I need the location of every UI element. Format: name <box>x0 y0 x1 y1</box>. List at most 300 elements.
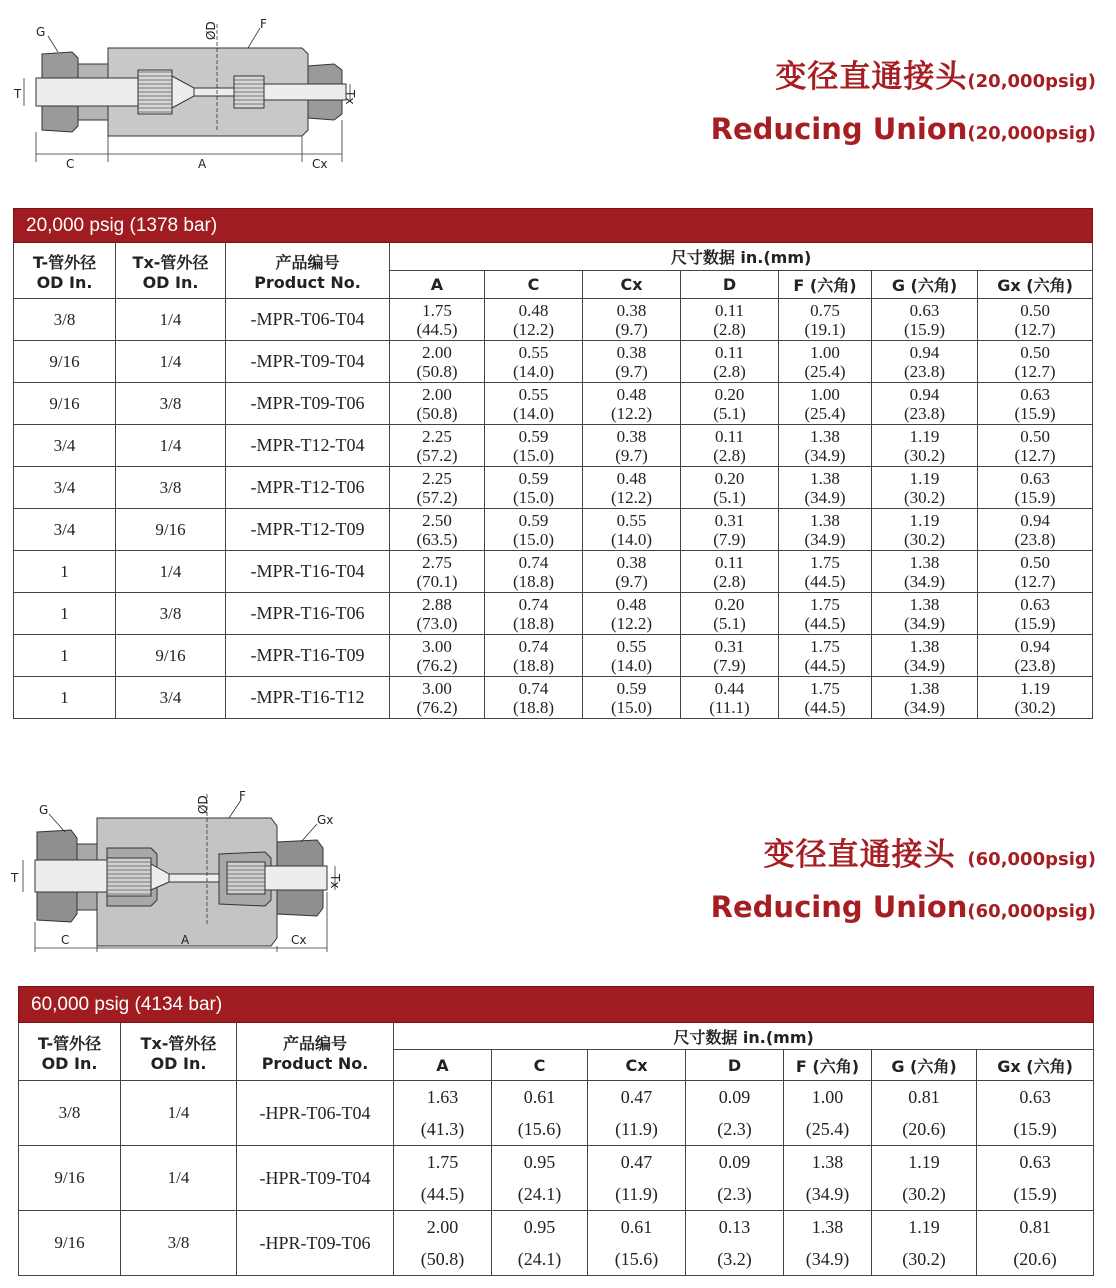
value-mm: (15.9) <box>1013 1184 1057 1204</box>
value-in: 0.09 <box>718 1152 751 1172</box>
label-tx: Tx <box>343 90 357 105</box>
value-mm: (34.9) <box>804 445 846 465</box>
cell-product-no: -MPR-T16-T09 <box>226 635 390 677</box>
label-c: C <box>66 157 75 171</box>
value-mm: (2.8) <box>713 445 746 465</box>
value-mm: (15.6) <box>517 1119 562 1139</box>
cell-a <box>394 1146 492 1211</box>
cell-a <box>390 299 485 341</box>
cell-f <box>779 299 872 341</box>
table-banner: 60,000 psig (4134 bar) <box>19 987 1094 1023</box>
header-g: G (六角) <box>872 1050 977 1081</box>
label-g: G <box>36 25 46 39</box>
value-mm: (30.2) <box>903 529 946 549</box>
cell-c <box>485 467 583 509</box>
cell-cx <box>583 677 681 719</box>
cell-g <box>872 299 978 341</box>
value-in: 1.00 <box>810 384 840 404</box>
cell-tx-od: 3/8 <box>116 467 226 509</box>
cell-c <box>485 551 583 593</box>
header-dimensions: 尺寸数据 in.(mm) <box>390 243 1093 271</box>
value-in: 0.55 <box>518 384 549 404</box>
value-in: 0.09 <box>718 1087 751 1107</box>
cell-cx <box>583 425 681 467</box>
value-mm: (30.2) <box>1014 697 1056 717</box>
value-in: 1.75 <box>810 594 840 614</box>
cell-g <box>872 1211 977 1276</box>
value-mm: (14.0) <box>610 529 653 549</box>
value-mm: (15.9) <box>903 319 946 339</box>
cell-d <box>681 299 779 341</box>
value-mm: (18.8) <box>512 613 555 633</box>
value-mm: (5.1) <box>713 613 746 633</box>
cell-product-no: -MPR-T16-T04 <box>226 551 390 593</box>
cell-product-no: -MPR-T12-T06 <box>226 467 390 509</box>
value-mm: (15.9) <box>1014 487 1056 507</box>
cell-gx <box>978 551 1093 593</box>
table-row <box>19 1211 1094 1276</box>
value-in: 0.50 <box>1020 300 1050 320</box>
cell-tx-od: 1/4 <box>116 425 226 467</box>
section-60000psig <box>0 780 1116 1288</box>
cell-gx <box>978 383 1093 425</box>
cell-tx-od: 3/8 <box>116 593 226 635</box>
cell-f <box>779 677 872 719</box>
cell-cx <box>583 551 681 593</box>
value-mm: (50.8) <box>416 403 458 423</box>
value-in: 0.38 <box>616 552 647 572</box>
value-in: 1.38 <box>810 468 840 488</box>
cell-g <box>872 341 978 383</box>
cell-t-od: 3/8 <box>14 299 116 341</box>
cell-a <box>390 341 485 383</box>
value-mm: (15.0) <box>610 697 653 717</box>
value-mm: (12.2) <box>610 403 653 423</box>
cell-gx <box>978 299 1093 341</box>
cell-d <box>681 677 779 719</box>
cell-g <box>872 551 978 593</box>
value-mm: (30.2) <box>903 445 946 465</box>
cell-gx <box>978 341 1093 383</box>
cell-c <box>485 509 583 551</box>
value-mm: (15.9) <box>1014 613 1056 633</box>
cell-g <box>872 425 978 467</box>
value-mm: (25.4) <box>804 361 846 381</box>
value-mm: (44.5) <box>420 1184 465 1204</box>
value-mm: (20.6) <box>902 1119 946 1139</box>
cell-f <box>779 635 872 677</box>
value-in: 0.74 <box>518 552 549 572</box>
value-mm: (44.5) <box>804 613 846 633</box>
cell-c <box>485 383 583 425</box>
value-mm: (9.7) <box>615 361 648 381</box>
value-in: 1.75 <box>426 1152 459 1172</box>
value-mm: (44.5) <box>804 571 846 591</box>
label-gx: Gx <box>317 813 334 827</box>
cell-f <box>779 341 872 383</box>
table-row <box>14 635 1093 677</box>
value-in: 2.00 <box>426 1217 459 1237</box>
cell-cx <box>583 467 681 509</box>
cell-t-od: 1 <box>14 635 116 677</box>
cell-cx <box>583 383 681 425</box>
table-body-60000 <box>19 1081 1094 1276</box>
cell-a <box>390 635 485 677</box>
label-cx: Cx <box>291 933 307 947</box>
cell-d <box>681 509 779 551</box>
value-in: 0.61 <box>620 1217 653 1237</box>
spec-table-20000 <box>13 208 1093 719</box>
cell-c <box>485 635 583 677</box>
cell-product-no: -MPR-T09-T06 <box>226 383 390 425</box>
value-in: 1.19 <box>909 426 940 446</box>
cell-t-od: 9/16 <box>19 1146 121 1211</box>
cell-a <box>390 509 485 551</box>
cell-gx <box>978 509 1093 551</box>
cell-c <box>492 1081 588 1146</box>
value-mm: (12.7) <box>1014 361 1056 381</box>
value-in: 0.55 <box>616 636 647 656</box>
cell-d <box>686 1081 784 1146</box>
cell-tx-od: 1/4 <box>116 299 226 341</box>
value-in: 1.38 <box>810 426 840 446</box>
title-cn: 变径直通接头 (60,000psig) <box>763 837 1096 873</box>
cell-gx <box>978 425 1093 467</box>
value-in: 0.38 <box>616 342 647 362</box>
cell-g <box>872 383 978 425</box>
cell-t-od: 3/4 <box>14 425 116 467</box>
table-row <box>19 1081 1094 1146</box>
cell-product-no: -MPR-T16-T06 <box>226 593 390 635</box>
cell-a <box>390 383 485 425</box>
header-t-od: T-管外径 OD In. <box>19 1023 121 1081</box>
value-in: 0.13 <box>718 1217 751 1237</box>
value-in: 2.00 <box>422 342 452 362</box>
value-mm: (11.1) <box>709 697 750 717</box>
table-row <box>14 425 1093 467</box>
cell-t-od: 1 <box>14 677 116 719</box>
value-mm: (34.9) <box>903 697 946 717</box>
value-mm: (12.2) <box>610 487 653 507</box>
header-f: F (六角) <box>784 1050 872 1081</box>
value-mm: (24.1) <box>517 1184 562 1204</box>
value-mm: (25.4) <box>804 403 846 423</box>
value-in: 2.50 <box>422 510 452 530</box>
value-mm: (11.9) <box>615 1184 658 1204</box>
cell-c <box>485 593 583 635</box>
value-in: 0.63 <box>1020 468 1050 488</box>
value-in: 0.94 <box>909 384 940 404</box>
label-f: F <box>260 17 267 31</box>
title-block-60000 <box>711 836 1096 932</box>
value-in: 2.00 <box>422 384 452 404</box>
table-banner: 20,000 psig (1378 bar) <box>14 209 1093 243</box>
value-mm: (34.9) <box>804 487 846 507</box>
cell-g <box>872 593 978 635</box>
value-in: 1.19 <box>908 1217 940 1237</box>
value-in: 1.19 <box>909 468 940 488</box>
cell-c <box>492 1146 588 1211</box>
value-mm: (2.8) <box>713 361 746 381</box>
value-mm: (63.5) <box>416 529 458 549</box>
cell-g <box>872 1146 977 1211</box>
reducing-union-diagram-20000 <box>12 14 358 174</box>
table-row <box>14 299 1093 341</box>
value-in: 0.50 <box>1020 426 1050 446</box>
cell-g <box>872 677 978 719</box>
value-in: 0.48 <box>616 594 647 614</box>
cell-product-no: -MPR-T06-T04 <box>226 299 390 341</box>
value-in: 0.63 <box>1019 1087 1051 1107</box>
cell-a <box>390 593 485 635</box>
value-mm: (14.0) <box>512 403 555 423</box>
value-in: 0.59 <box>616 678 647 698</box>
label-f: F <box>239 789 246 803</box>
value-in: 1.75 <box>810 678 840 698</box>
header-gx: Gx (六角) <box>977 1050 1094 1081</box>
value-mm: (12.7) <box>1014 571 1056 591</box>
value-mm: (25.4) <box>805 1119 850 1139</box>
cell-product-no: -MPR-T12-T09 <box>226 509 390 551</box>
table-row <box>19 1146 1094 1211</box>
value-in: 0.48 <box>616 468 647 488</box>
value-mm: (34.9) <box>903 613 946 633</box>
value-mm: (15.0) <box>512 487 555 507</box>
cell-g <box>872 467 978 509</box>
label-t: T <box>14 87 22 101</box>
cell-gx <box>977 1146 1094 1211</box>
cell-cx <box>588 1146 686 1211</box>
value-mm: (24.1) <box>517 1249 562 1269</box>
header-d: D <box>681 271 779 299</box>
value-in: 0.55 <box>518 342 549 362</box>
label-t: T <box>11 871 19 885</box>
cell-t-od: 3/8 <box>19 1081 121 1146</box>
value-in: 0.31 <box>714 636 745 656</box>
value-mm: (2.3) <box>717 1119 752 1139</box>
value-mm: (73.0) <box>416 613 458 633</box>
value-mm: (12.7) <box>1014 445 1056 465</box>
cell-d <box>681 593 779 635</box>
value-mm: (14.0) <box>512 361 555 381</box>
header-a: A <box>390 271 485 299</box>
value-mm: (30.2) <box>902 1184 946 1204</box>
header-g: G (六角) <box>872 271 978 299</box>
cell-a <box>390 677 485 719</box>
cell-d <box>681 467 779 509</box>
value-in: 2.88 <box>422 594 452 614</box>
value-in: 0.81 <box>908 1087 940 1107</box>
cell-cx <box>588 1081 686 1146</box>
value-mm: (41.3) <box>420 1119 465 1139</box>
value-mm: (30.2) <box>902 1249 946 1269</box>
value-mm: (15.6) <box>614 1249 659 1269</box>
cell-g <box>872 509 978 551</box>
value-in: 0.63 <box>909 300 940 320</box>
table-body-20000 <box>14 299 1093 719</box>
value-in: 0.74 <box>518 636 549 656</box>
cell-t-od: 3/4 <box>14 467 116 509</box>
cell-cx <box>583 341 681 383</box>
value-in: 1.38 <box>909 678 940 698</box>
value-in: 0.47 <box>620 1152 653 1172</box>
table-row <box>14 677 1093 719</box>
cell-f <box>779 467 872 509</box>
value-mm: (34.9) <box>903 571 946 591</box>
cell-product-no: -MPR-T12-T04 <box>226 425 390 467</box>
value-in: 1.75 <box>422 300 452 320</box>
table-row <box>14 593 1093 635</box>
label-a: A <box>198 157 207 171</box>
value-in: 0.11 <box>714 552 745 572</box>
header-product-no: 产品编号 Product No. <box>237 1023 394 1081</box>
cell-tx-od: 3/8 <box>116 383 226 425</box>
table-row <box>14 341 1093 383</box>
value-in: 0.20 <box>714 594 745 614</box>
cell-f <box>784 1146 872 1211</box>
value-in: 0.63 <box>1019 1152 1051 1172</box>
value-in: 0.59 <box>518 510 549 530</box>
value-in: 0.48 <box>518 300 549 320</box>
value-mm: (18.8) <box>512 655 555 675</box>
label-g: G <box>39 803 49 817</box>
value-in: 1.00 <box>811 1087 844 1107</box>
label-cx: Cx <box>312 157 328 171</box>
cell-f <box>779 383 872 425</box>
value-in: 1.19 <box>1020 678 1050 698</box>
value-in: 0.44 <box>714 678 745 698</box>
value-mm: (70.1) <box>416 571 458 591</box>
value-mm: (5.1) <box>713 487 746 507</box>
header-product-no: 产品编号 Product No. <box>226 243 390 299</box>
cell-f <box>779 509 872 551</box>
value-mm: (11.9) <box>615 1119 658 1139</box>
value-mm: (2.3) <box>717 1184 752 1204</box>
value-in: 1.19 <box>909 510 940 530</box>
label-d: ØD <box>196 795 210 814</box>
value-in: 0.74 <box>518 594 549 614</box>
header-c: C <box>492 1050 588 1081</box>
cell-c <box>485 299 583 341</box>
header-tx-od: Tx-管外径 OD In. <box>121 1023 237 1081</box>
value-in: 0.20 <box>714 468 745 488</box>
value-in: 1.38 <box>811 1217 844 1237</box>
value-in: 1.38 <box>810 510 840 530</box>
cell-t-od: 3/4 <box>14 509 116 551</box>
cell-d <box>681 425 779 467</box>
cell-f <box>779 593 872 635</box>
value-in: 0.31 <box>714 510 745 530</box>
value-in: 0.47 <box>620 1087 653 1107</box>
value-in: 2.75 <box>422 552 452 572</box>
cell-d <box>681 635 779 677</box>
cell-t-od: 9/16 <box>19 1211 121 1276</box>
cell-d <box>681 383 779 425</box>
value-in: 1.00 <box>810 342 840 362</box>
cell-cx <box>583 509 681 551</box>
value-mm: (50.8) <box>416 361 458 381</box>
cell-d <box>681 551 779 593</box>
value-in: 0.20 <box>714 384 745 404</box>
value-mm: (23.8) <box>1014 529 1056 549</box>
header-tx-od: Tx-管外径 OD In. <box>116 243 226 299</box>
value-in: 0.63 <box>1020 594 1050 614</box>
cell-c <box>485 677 583 719</box>
header-dimensions: 尺寸数据 in.(mm) <box>394 1023 1094 1050</box>
value-mm: (15.9) <box>1014 403 1056 423</box>
cell-tx-od: 9/16 <box>116 509 226 551</box>
value-mm: (15.0) <box>512 529 555 549</box>
cell-gx <box>978 593 1093 635</box>
value-mm: (23.8) <box>903 361 946 381</box>
value-in: 0.59 <box>518 426 549 446</box>
value-in: 0.38 <box>616 300 647 320</box>
cell-g <box>872 635 978 677</box>
value-in: 0.95 <box>523 1152 556 1172</box>
value-mm: (57.2) <box>416 445 458 465</box>
value-mm: (23.8) <box>903 403 946 423</box>
table-row <box>14 467 1093 509</box>
value-mm: (9.7) <box>615 319 648 339</box>
cell-tx-od: 3/4 <box>116 677 226 719</box>
header-c: C <box>485 271 583 299</box>
title-block-20000 <box>711 58 1096 154</box>
value-mm: (34.9) <box>804 529 846 549</box>
cell-tx-od: 1/4 <box>121 1146 237 1211</box>
value-in: 0.75 <box>810 300 840 320</box>
cell-t-od: 1 <box>14 593 116 635</box>
header-t-od: T-管外径 OD In. <box>14 243 116 299</box>
value-in: 1.19 <box>908 1152 940 1172</box>
cell-c <box>485 425 583 467</box>
value-mm: (2.8) <box>713 571 746 591</box>
cell-t-od: 9/16 <box>14 341 116 383</box>
value-in: 3.00 <box>422 678 452 698</box>
cell-f <box>784 1211 872 1276</box>
value-in: 0.11 <box>714 342 745 362</box>
value-in: 0.61 <box>523 1087 556 1107</box>
cell-product-no: -MPR-T09-T04 <box>226 341 390 383</box>
cell-f <box>779 425 872 467</box>
cell-product-no: -HPR-T09-T06 <box>237 1211 394 1276</box>
value-mm: (7.9) <box>713 655 746 675</box>
cell-t-od: 9/16 <box>14 383 116 425</box>
value-in: 1.75 <box>810 636 840 656</box>
header-cx: Cx <box>583 271 681 299</box>
cell-c <box>492 1211 588 1276</box>
value-mm: (50.8) <box>420 1249 465 1269</box>
header-d: D <box>686 1050 784 1081</box>
value-in: 0.94 <box>909 342 940 362</box>
cell-tx-od: 1/4 <box>116 341 226 383</box>
header-gx: Gx (六角) <box>978 271 1093 299</box>
value-mm: (44.5) <box>416 319 458 339</box>
table-row <box>14 383 1093 425</box>
value-mm: (15.9) <box>1013 1119 1057 1139</box>
value-mm: (30.2) <box>903 487 946 507</box>
cell-d <box>686 1211 784 1276</box>
value-mm: (34.9) <box>903 655 946 675</box>
value-mm: (20.6) <box>1013 1249 1057 1269</box>
header-cx: Cx <box>588 1050 686 1081</box>
cell-c <box>485 341 583 383</box>
cell-tx-od: 1/4 <box>116 551 226 593</box>
value-in: 1.38 <box>909 552 940 572</box>
value-mm: (44.5) <box>804 697 846 717</box>
value-in: 0.48 <box>616 384 647 404</box>
value-in: 0.95 <box>523 1217 556 1237</box>
cell-cx <box>583 299 681 341</box>
